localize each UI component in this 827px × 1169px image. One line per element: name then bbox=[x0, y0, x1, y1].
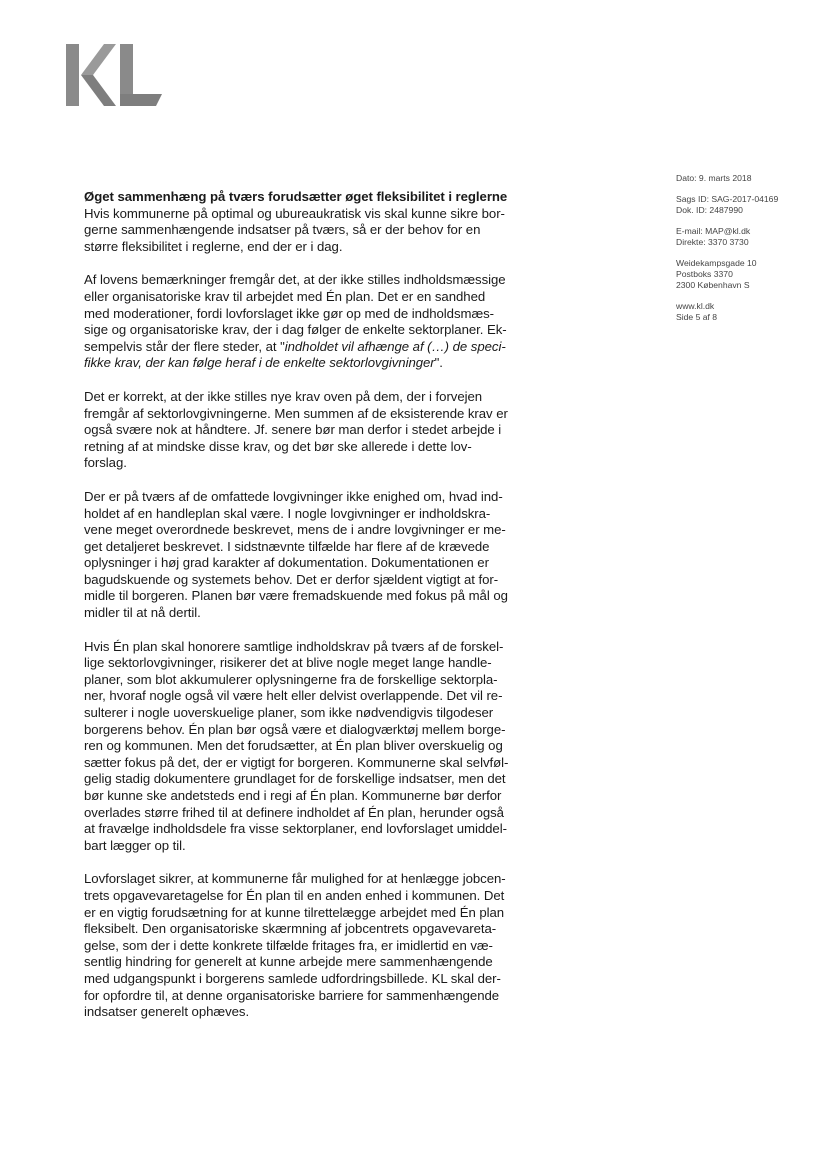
text-line: ner, hvoraf nogle også vil være helt eller delvist overlappende. Det vil re- bbox=[84, 688, 503, 704]
section-heading: Øget sammenhæng på tværs forudsætter øget fleksibilitet i reglerne bbox=[84, 189, 508, 204]
paragraph-4 bbox=[84, 489, 560, 622]
text-line: Det er korrekt, at der ikke stilles nye krav oven på dem, der i forvejen bbox=[84, 388, 483, 404]
text-line: ren og kommunen. Men det forudsætter, at Én plan bliver overskuelig og bbox=[84, 738, 503, 754]
letter-body bbox=[84, 189, 560, 1038]
text-line: sige og organisatoriske krav, der i dag følger de enkelte sektorplaner. Ek- bbox=[84, 322, 507, 338]
text-line: sætter fokus på det, der er vigtigt for borgeren. Kommunerne skal selvføl- bbox=[84, 754, 509, 770]
text-line: trets opgavevaretagelse for Én plan til en anden enhed i kommunen. Det bbox=[84, 887, 505, 903]
address-line-1: Weidekampsgade 10 bbox=[676, 258, 757, 268]
text-fragment: sempelvis står der flere steder, at " bbox=[84, 338, 285, 354]
text-line: gerne sammenhængende indsatser på tværs, så er der behov for en bbox=[84, 222, 481, 238]
address-line-3: 2300 København S bbox=[676, 280, 750, 290]
text-line: bør kunne ske andetsteds end i regi af Én plan. Kommunerne bør derfor bbox=[84, 788, 502, 803]
text-line: større fleksibilitet i reglerne, end der er i dag. bbox=[84, 238, 343, 254]
text-line: lige sektorlovgivninger, risikerer det at blive nogle meget lange handle- bbox=[84, 655, 492, 671]
text-line: er en vigtig forudsætning for at kunne tilrettelægge arbejdet med Én plan bbox=[84, 904, 505, 920]
text-line: Af lovens bemærkninger fremgår det, at der ikke stilles indholdsmæssige bbox=[84, 272, 506, 288]
text-line: bart lægger op til. bbox=[84, 837, 186, 853]
paragraph-2 bbox=[84, 272, 560, 372]
text-line: sentlig hindring for generelt at kunne arbejde mere sammenhængende bbox=[84, 954, 493, 970]
document-metadata bbox=[676, 173, 816, 333]
text-line: bagudskuende og systemets behov. Det er derfor sjældent vigtigt at for- bbox=[84, 571, 499, 587]
text-line: planer, som blot akkumulerer oplysningerne fra de forskellige sektorpla- bbox=[84, 671, 498, 687]
text-line: holdet af en handleplan skal være. I nogle lovgivninger er indholdskra- bbox=[84, 505, 491, 521]
paragraph-6 bbox=[84, 871, 560, 1020]
email: E-mail: MAP@kl.dk bbox=[676, 226, 751, 236]
text-line: oplysninger i høj grad karakter af dokumentation. Dokumentationen er bbox=[84, 555, 489, 571]
doc-id: Dok. ID: 2487990 bbox=[676, 205, 743, 215]
text-line: vene meget overordnede beskrevet, mens de i andre lovgivninger er me- bbox=[84, 522, 506, 538]
text-line: midler til at nå dertil. bbox=[84, 605, 201, 621]
text-line: fleksibelt. Den organisatoriske skærmning af jobcentrets opgavevareta- bbox=[84, 921, 497, 937]
text-line: indsatser generelt ophæves. bbox=[84, 1004, 250, 1020]
text-line: sulterer i nogle uoverskuelige planer, som ikke nødvendigvis tilgodeser bbox=[84, 705, 494, 721]
text-line: for opfordre til, at denne organisatoriske barriere for sammenhængende bbox=[84, 987, 500, 1003]
text-line: Lovforslaget sikrer, at kommunerne får mulighed for at henlægge jobcen- bbox=[84, 871, 506, 887]
quote-fragment: indholdet vil afhænge af (…) de speci- bbox=[284, 338, 506, 354]
text-line: at fravælge indholdsdele fra visse sektorplaner, end lovforslaget umiddel- bbox=[84, 821, 507, 837]
text-line: gelig stadig dokumentere grundlaget for de forskellige indsatser, men det bbox=[84, 771, 506, 787]
quote-fragment: fikke krav, der kan følge heraf i de enkelte sektorlovgivninger bbox=[84, 355, 435, 371]
text-line: med moderationer, fordi lovforslaget ikke gør op med de indholdsmæs- bbox=[84, 305, 495, 321]
page-number: Side 5 af 8 bbox=[676, 312, 718, 322]
text-line: med udgangspunkt i borgerens samlede udfordringsbillede. KL skal der- bbox=[84, 970, 501, 986]
text-line: gelse, som der i dette konkrete tilfælde fritages fra, er imidlertid en væ- bbox=[84, 937, 493, 953]
paragraph-1 bbox=[84, 189, 560, 255]
text-line: overlades større frihed til at definere indholdet af Én plan, herunder også bbox=[84, 804, 504, 820]
address-line-2: Postboks 3370 bbox=[676, 269, 733, 279]
text-line: Hvis Én plan skal honorere samtlige indholdskrav på tværs af de forskel- bbox=[84, 638, 504, 654]
text-line: Der er på tværs af de omfattede lovgivninger ikke enighed om, hvad ind- bbox=[84, 488, 503, 504]
text-line: Hvis kommunerne på optimal og ubureaukratisk vis skal kunne sikre bor- bbox=[84, 205, 505, 221]
text-line bbox=[84, 355, 560, 372]
text-line: borgerens behov. Én plan bør også være et dialogværktøj mellem borge- bbox=[84, 721, 506, 737]
date: Dato: 9. marts 2018 bbox=[676, 173, 752, 183]
text-line: også svære nok at håndtere. Jf. senere bør man derfor i stedet arbejde i bbox=[84, 422, 502, 438]
paragraph-5 bbox=[84, 639, 560, 855]
text-line: fremgår af sektorlovgivningerne. Men summen af de eksisterende krav er bbox=[84, 405, 508, 421]
text-line: forslag. bbox=[84, 455, 127, 471]
text-line: eller organisatoriske krav til arbejdet med Én plan. Det er en sandhed bbox=[84, 288, 486, 304]
text-line: midle til borgeren. Planen bør være fremadskuende med fokus på mål og bbox=[84, 588, 508, 604]
text-line: get detaljeret beskrevet. I sidstnævnte tilfælde har flere af de krævede bbox=[84, 538, 490, 554]
website: www.kl.dk bbox=[676, 301, 715, 311]
text-line bbox=[84, 339, 560, 356]
kl-logo bbox=[64, 44, 164, 108]
text-line: retning af at mindske disse krav, og det bør ske allerede i dette lov- bbox=[84, 438, 472, 454]
text-fragment: ". bbox=[434, 355, 443, 371]
direct-phone: Direkte: 3370 3730 bbox=[676, 237, 749, 247]
paragraph-3 bbox=[84, 389, 560, 472]
case-id: Sags ID: SAG-2017-04169 bbox=[676, 194, 779, 204]
